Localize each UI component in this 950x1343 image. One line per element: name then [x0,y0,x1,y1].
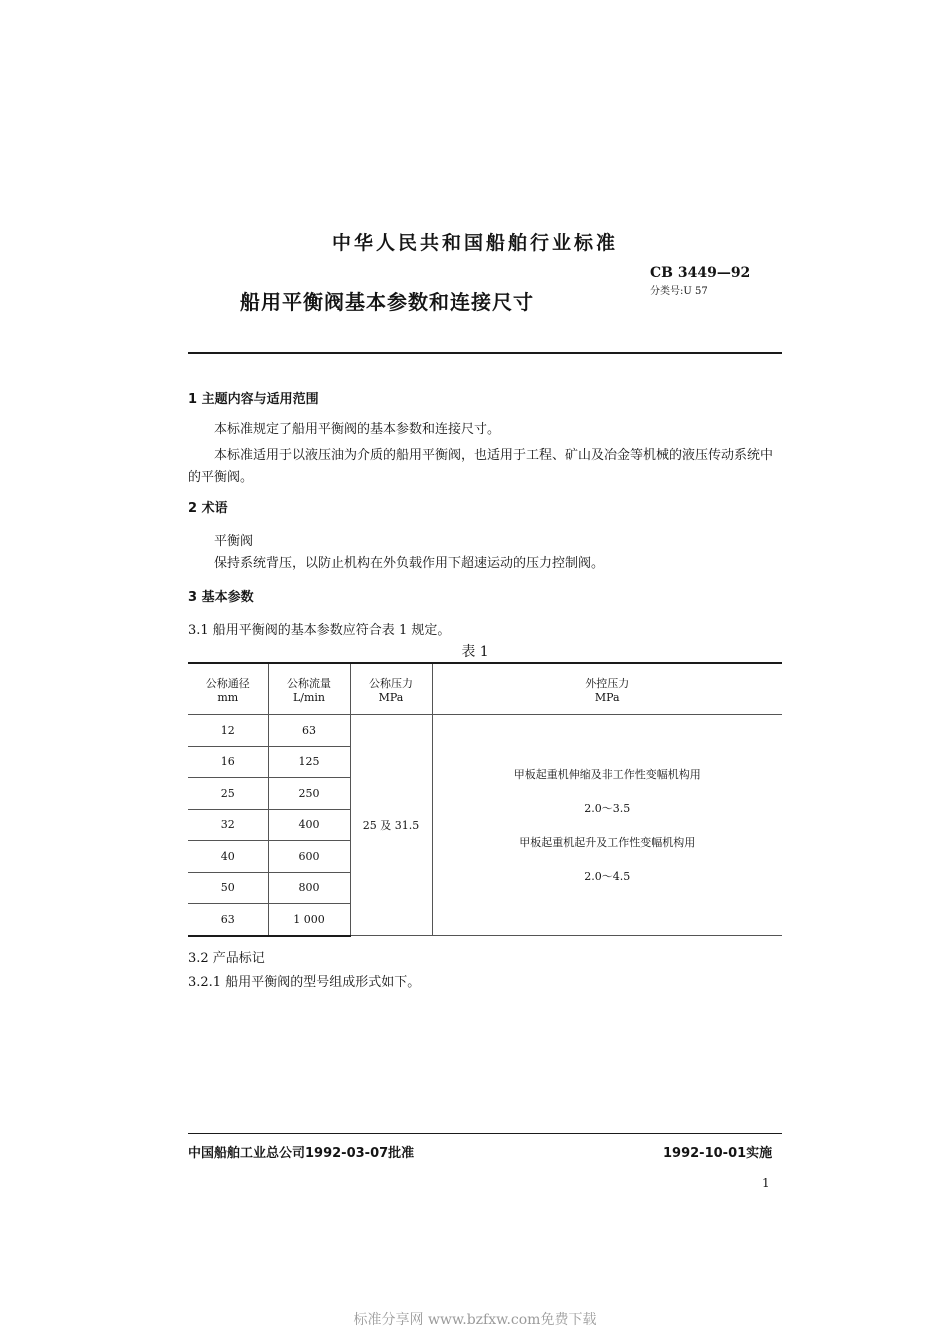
cell-diameter: 25 [188,778,268,810]
cell-diameter: 50 [188,872,268,904]
cell-flow: 800 [268,872,350,904]
term-definition: 保持系统背压，以防止机构在外负载作用下超速运动的压力控制阀。 [214,556,605,571]
cell-flow: 125 [268,746,350,778]
remote-pressure-use-2: 甲板起重机起升及工作性变幅机构用 [519,836,696,849]
term-name: 平衡阀 [214,534,254,549]
section-3-2: 3.2 产品标记 [188,951,265,966]
cell-diameter: 12 [188,715,268,747]
cell-remote-pressure [432,715,782,936]
parameters-table [188,662,782,937]
section-3-1: 3.1 船用平衡阀的基本参数应符合表 1 规定。 [188,623,451,638]
effective-date: 1992-10-01实施 [663,1146,773,1161]
header-remote-pressure: 外控压力 MPa [432,663,782,715]
section-2-heading: 2 术语 [188,501,228,516]
cell-diameter: 32 [188,809,268,841]
cell-flow: 250 [268,778,350,810]
header-divider [188,352,782,354]
header-nominal-diameter: 公称通径 mm [188,663,268,715]
section-3-heading: 3 基本参数 [188,590,254,605]
header-nominal-flow: 公称流量 L/min [268,663,350,715]
section-1-heading: 1 主题内容与适用范围 [188,392,319,407]
cell-flow: 600 [268,841,350,873]
section-1-paragraph-2: 本标准适用于以液压油为介质的船用平衡阀，也适用于工程、矿山及冶金等机械的液压传动系统中 [214,448,774,463]
table-header-row [188,663,782,715]
document-title: 船用平衡阀基本参数和连接尺寸 [240,290,534,314]
table-caption: 表 1 [461,644,489,660]
cell-nominal-pressure: 25 及 31.5 [350,715,432,936]
cell-diameter: 40 [188,841,268,873]
table-row [188,715,782,747]
page-number: 1 [762,1176,770,1190]
classification-number: 分类号:U 57 [650,286,708,297]
cell-flow: 400 [268,809,350,841]
cell-diameter: 16 [188,746,268,778]
section-1-paragraph-1: 本标准规定了船用平衡阀的基本参数和连接尺寸。 [214,422,501,437]
approval-line: 中国船舶工业总公司1992-03-07批准 [188,1146,415,1161]
org-title: 中华人民共和国船舶行业标准 [331,232,618,254]
footer-divider [188,1133,782,1134]
section-3-2-1: 3.2.1 船用平衡阀的型号组成形式如下。 [188,975,421,990]
remote-pressure-use-1: 甲板起重机伸缩及非工作性变幅机构用 [513,768,701,781]
remote-pressure-value-1: 2.0～3.5 [584,802,631,815]
remote-pressure-value-2: 2.0～4.5 [584,870,631,883]
cell-flow: 63 [268,715,350,747]
standard-code: CB 3449—92 [650,265,751,281]
cell-flow: 1 000 [268,904,350,936]
cell-diameter: 63 [188,904,268,936]
header-nominal-pressure: 公称压力 MPa [350,663,432,715]
watermark-text: 标准分享网 www.bzfxw.com免费下载 [353,1312,597,1328]
section-1-paragraph-2-cont: 的平衡阀。 [188,470,254,485]
